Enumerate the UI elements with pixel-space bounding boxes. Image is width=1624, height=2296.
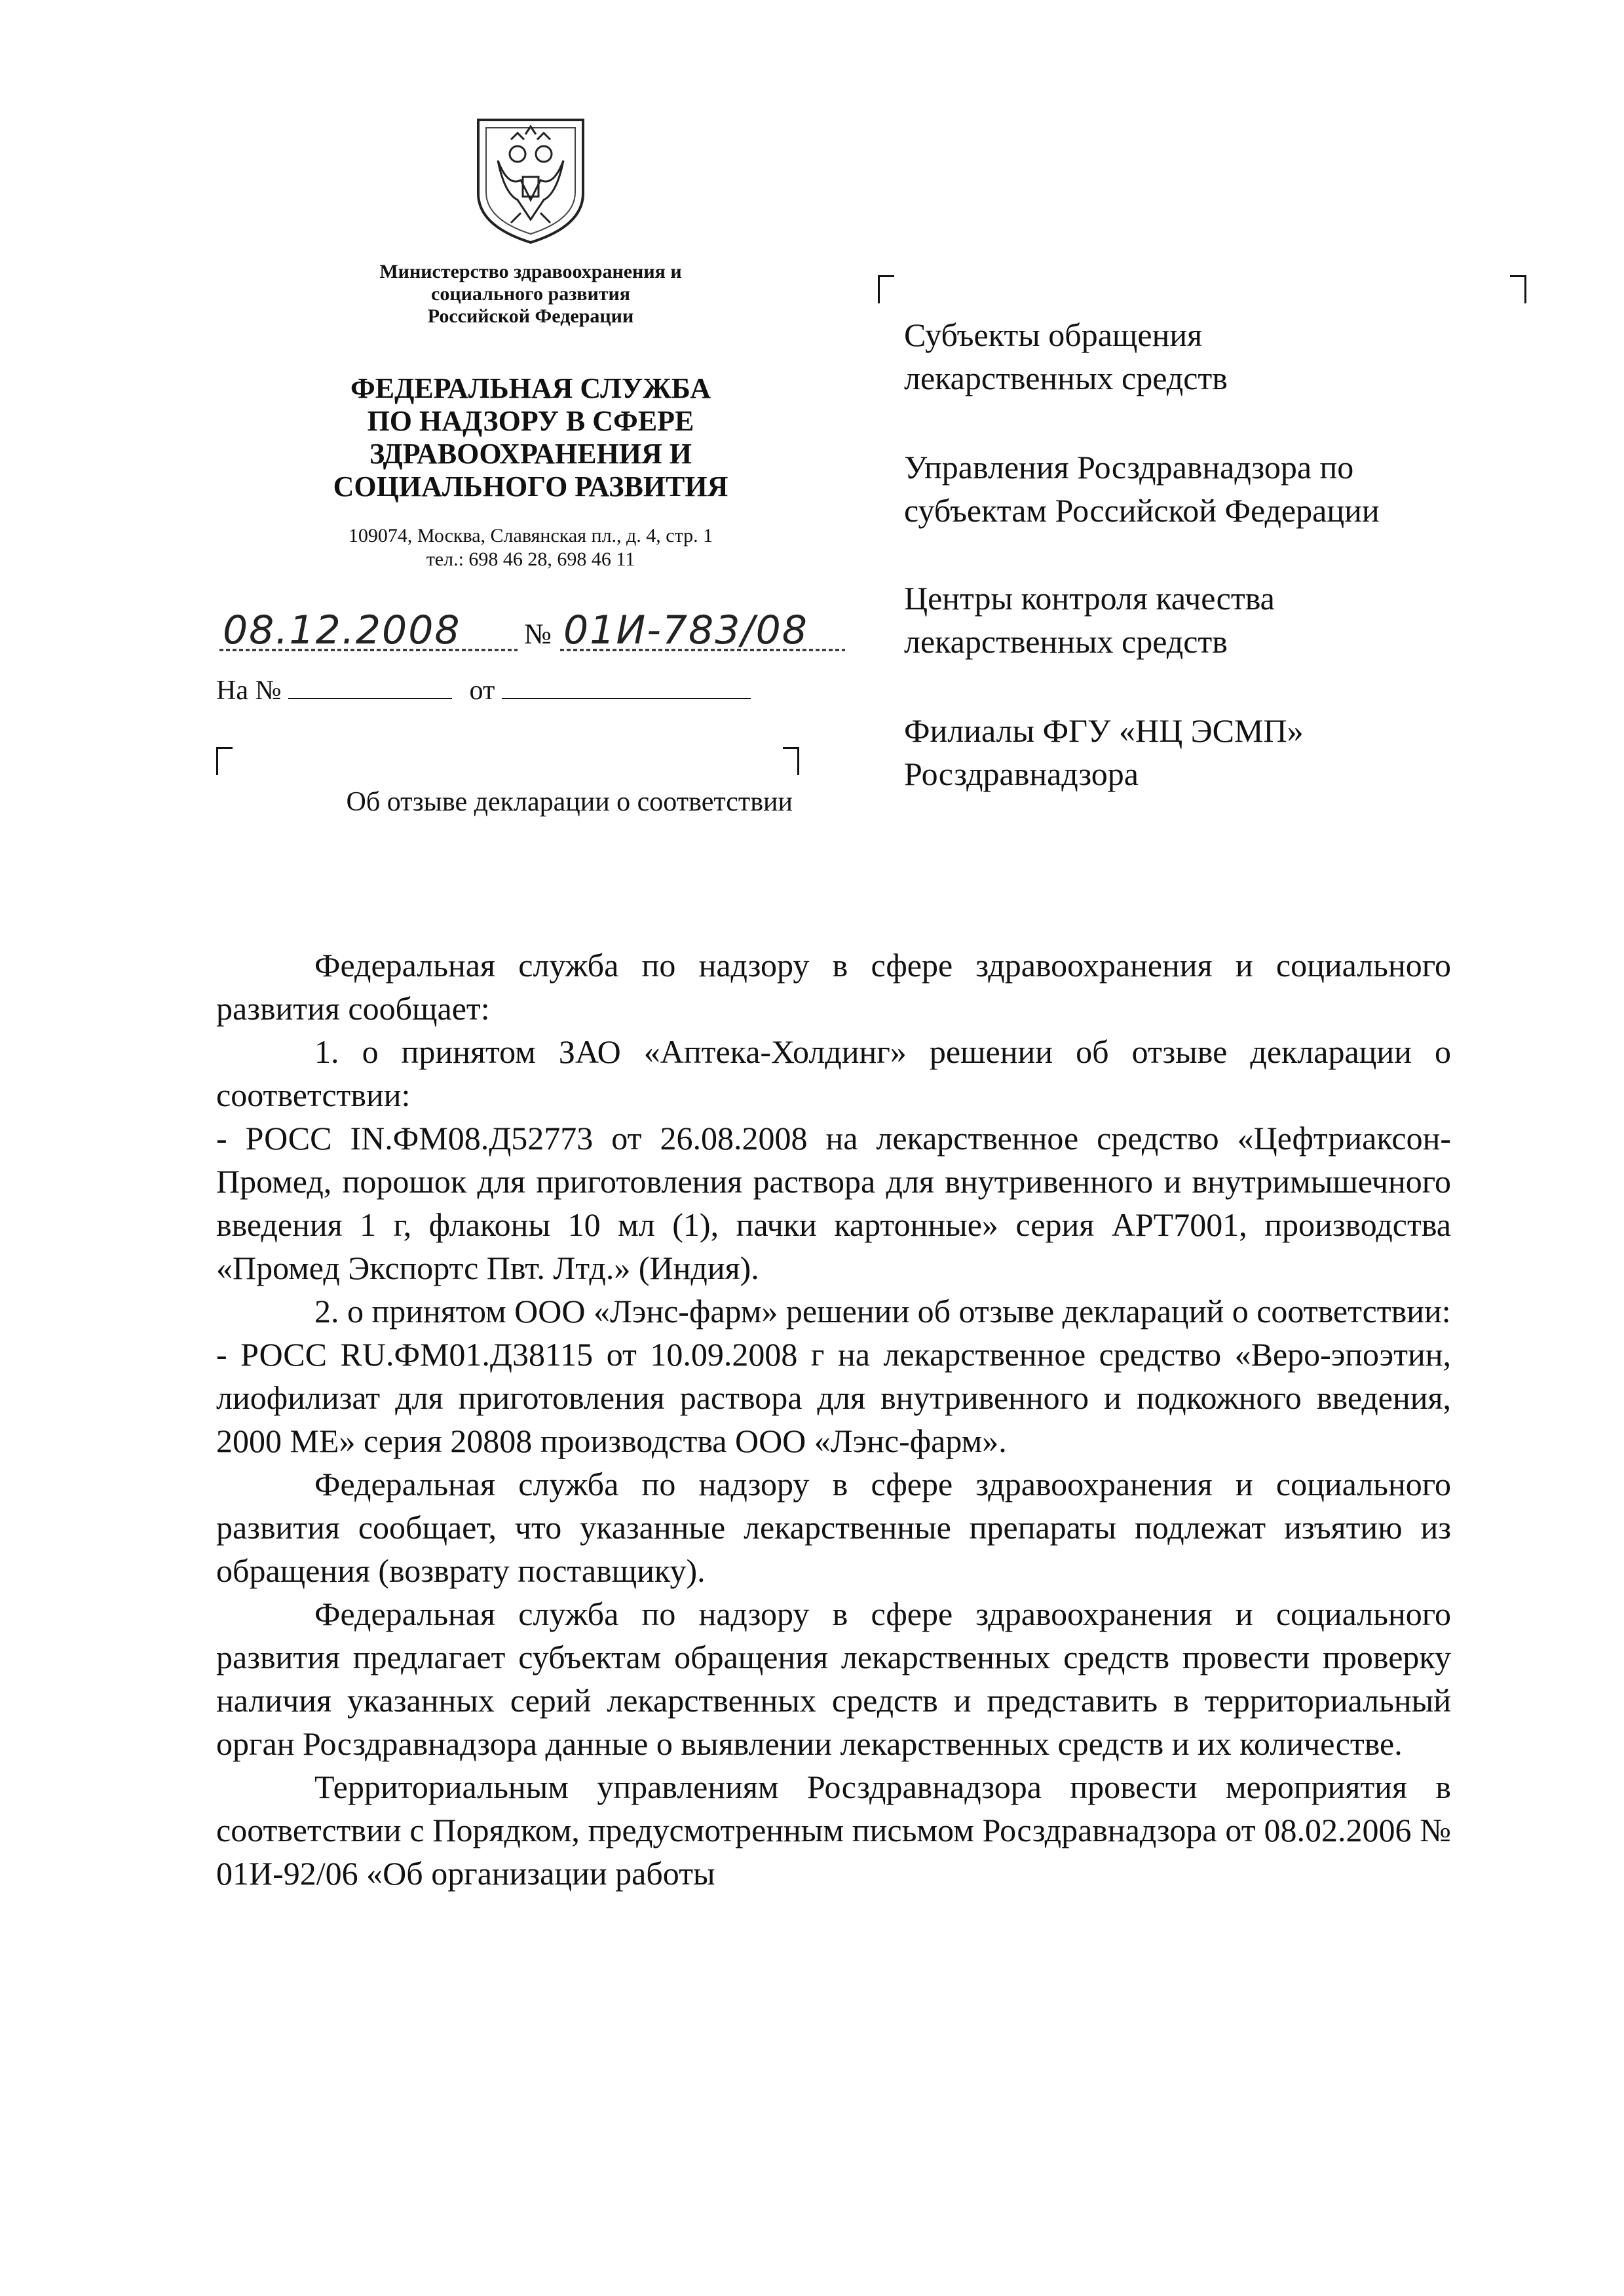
service-address — [275, 524, 786, 571]
address-line: 109074, Москва, Славянская пл., д. 4, стр. 1 — [348, 525, 713, 546]
body-paragraph: - РОСС RU.ФМ01.Д38115 от 10.09.2008 г на лекарственное средство «Веро-эпоэтин, лиофилизат для приготовления раствора для внутривенного и подкожного введения, 2000 МЕ» серия 20808 производства ООО «Лэнс-фарм». — [216, 1336, 1451, 1459]
addressee-line: лекарственных средств — [904, 360, 1228, 396]
ref-date-line — [502, 676, 751, 699]
ref-prefix: На № — [216, 676, 282, 706]
service-name — [275, 372, 786, 503]
ref-from: от — [469, 676, 495, 706]
service-line: СОЦИАЛЬНОГО РАЗВИТИЯ — [333, 470, 728, 503]
reference-line — [216, 675, 751, 706]
corner-bracket — [1510, 275, 1526, 303]
body-paragraph: Федеральная служба по надзору в сфере здравоохранения и социального развития сообщает, что указанные лекарственные препараты подлежат изъятию из обращения (возврату поставщику). — [216, 1466, 1451, 1589]
addressee-block — [904, 313, 1228, 400]
service-line: ФЕДЕРАЛЬНАЯ СЛУЖБА — [350, 372, 711, 404]
body-paragraph: 1. о принятом ЗАО «Аптека-Холдинг» решении об отзыве декларации о соответствии: — [216, 1033, 1451, 1113]
addressee-block — [904, 577, 1275, 663]
number-sign: № — [524, 618, 552, 650]
letter-subject: Об отзыве декларации о соответствии — [346, 787, 793, 817]
corner-bracket — [216, 747, 233, 775]
service-line: ЗДРАВООХРАНЕНИЯ И — [369, 438, 692, 470]
handwritten-date: 08.12.2008 — [223, 607, 461, 653]
corner-bracket — [783, 747, 799, 775]
ref-number-line — [288, 676, 452, 699]
body-paragraph: Федеральная служба по надзору в сфере здравоохранения и социального развития сообщает: — [216, 947, 1451, 1027]
corner-bracket — [878, 275, 894, 303]
ministry-name — [308, 261, 753, 328]
addressee-line: субъектам Российской Федерации — [904, 492, 1380, 529]
body-paragraph: - РОСС IN.ФМ08.Д52773 от 26.08.2008 на лекарственное средство «Цефтриаксон-Промед, порошок для приготовления раствора для внутривенного и внутримышечного введения 1 г, флаконы 10 мл (1), пачки картонные» серия APT7001, производства «Промед Экспортс Пвт. Лтд.» (Индия). — [216, 1120, 1451, 1286]
body-paragraph: Территориальным управлениям Росздравнадзора провести мероприятия в соответствии с Порядком, предусмотренным письмом Росздравнадзора от 08.02.2006 № 01И-92/06 «Об организации работы — [216, 1769, 1451, 1892]
coat-of-arms-emblem — [472, 115, 590, 246]
addressee-line: Субъекты обращения — [904, 316, 1203, 353]
ministry-line: Российской Федерации — [427, 305, 634, 327]
service-line: ПО НАДЗОРУ В СФЕРЕ — [367, 405, 694, 437]
handwritten-number: 01И-783/08 — [563, 607, 808, 653]
addressee-line: Росздравнадзора — [904, 756, 1139, 792]
addressee-block — [904, 709, 1304, 795]
ministry-line: социального развития — [431, 283, 630, 305]
ministry-line: Министерство здравоохранения и — [379, 261, 682, 282]
addressee-line: лекарственных средств — [904, 623, 1228, 660]
addressee-line: Филиалы ФГУ «НЦ ЭСМП» — [904, 712, 1304, 749]
addressee-line: Центры контроля качества — [904, 580, 1275, 617]
address-line: тел.: 698 46 28, 698 46 11 — [426, 548, 635, 570]
addressee-line: Управления Росздравнадзора по — [904, 449, 1354, 486]
body-paragraph: Федеральная служба по надзору в сфере здравоохранения и социального развития предлагает субъектам обращения лекарственных средств провести проверку наличия указанных серий лекарственных средств и представить в территориальный орган Росздравнадзора данные о выявлении лекарственных средств и их количестве. — [216, 1596, 1451, 1762]
body-paragraph: 2. о принятом ООО «Лэнс-фарм» решении об отзыве деклараций о соответствии: — [314, 1293, 1451, 1330]
addressee-block — [904, 446, 1380, 532]
letter-body — [216, 944, 1451, 1895]
handwritten-date-number — [216, 603, 858, 662]
